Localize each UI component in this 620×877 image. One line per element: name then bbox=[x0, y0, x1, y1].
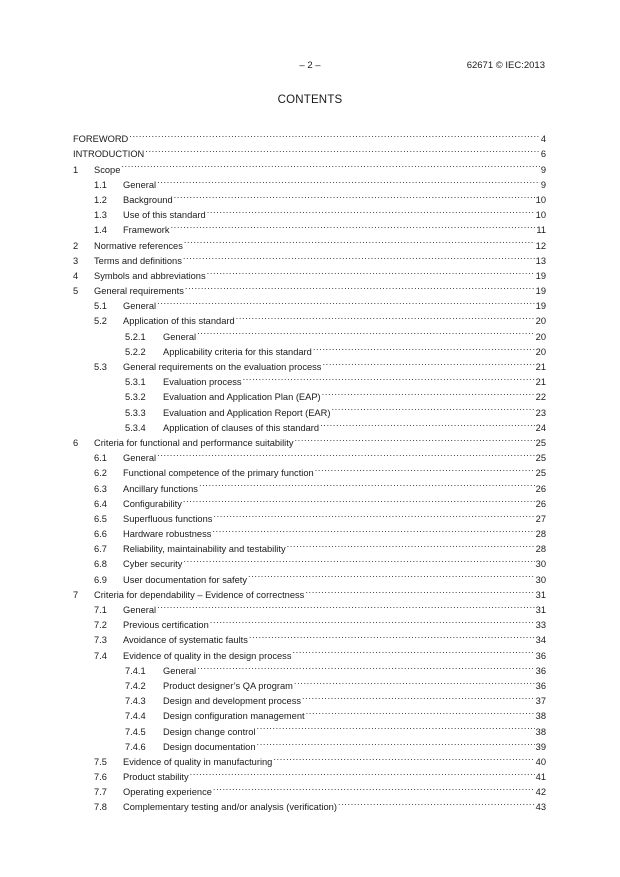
toc-entry-page: 28 bbox=[535, 544, 546, 555]
toc-entry[interactable] bbox=[73, 628, 546, 646]
toc-entry-number: 5.3.2 bbox=[125, 392, 146, 403]
toc-entry[interactable] bbox=[73, 583, 546, 598]
toc-dot-leader bbox=[197, 324, 535, 339]
toc-entry-page: 25 bbox=[535, 453, 546, 464]
toc-entry-number: 6.4 bbox=[94, 498, 107, 509]
toc-dot-leader bbox=[121, 157, 539, 172]
toc-entry-title: Design change control bbox=[163, 726, 256, 737]
toc-entry-title: Evidence of quality in the design process bbox=[123, 650, 292, 661]
toc-entry[interactable] bbox=[73, 795, 546, 813]
toc-entry-number: 6 bbox=[73, 437, 79, 448]
toc-dot-leader bbox=[157, 446, 535, 461]
document-reference: 62671 © IEC:2013 bbox=[466, 60, 545, 71]
toc-entry-title: Functional competence of the primary function bbox=[123, 468, 314, 479]
toc-entry-title: Evaluation and Application Report (EAR) bbox=[163, 407, 331, 418]
toc-entry-title: Application of clauses of this standard bbox=[163, 422, 320, 433]
toc-dot-leader bbox=[306, 704, 535, 719]
toc-entry-title: Superfluous functions bbox=[123, 513, 213, 524]
toc-entry-page: 26 bbox=[535, 498, 546, 509]
toc-dot-leader bbox=[257, 735, 535, 750]
toc-entry-number: 7.4.3 bbox=[125, 696, 146, 707]
contents-title: CONTENTS bbox=[277, 94, 343, 106]
toc-entry-page: 30 bbox=[535, 559, 546, 570]
toc-dot-leader bbox=[294, 674, 535, 689]
toc-entry-number: 6.6 bbox=[94, 529, 107, 540]
toc-dot-leader bbox=[243, 370, 535, 385]
toc-entry-page: 25 bbox=[535, 468, 546, 479]
toc-dot-leader bbox=[213, 507, 534, 522]
toc-dot-leader bbox=[249, 628, 535, 643]
toc-entry[interactable] bbox=[73, 188, 546, 203]
toc-dot-leader bbox=[331, 400, 534, 415]
toc-entry-number: 7.4 bbox=[94, 650, 107, 661]
toc-dot-leader bbox=[190, 765, 535, 780]
toc-entry[interactable] bbox=[73, 218, 546, 236]
toc-entry-number: 6.3 bbox=[94, 483, 107, 494]
toc-dot-leader bbox=[174, 188, 535, 203]
toc-entry-page: 20 bbox=[535, 316, 546, 327]
toc-entry-number: 7.7 bbox=[94, 787, 107, 798]
toc-entry[interactable] bbox=[73, 492, 546, 507]
toc-entry[interactable] bbox=[73, 294, 546, 312]
toc-entry-number: 5.1 bbox=[94, 301, 107, 312]
toc-dot-leader bbox=[207, 203, 535, 218]
toc-entry[interactable] bbox=[73, 750, 546, 765]
toc-entry[interactable] bbox=[73, 309, 546, 327]
toc-entry[interactable] bbox=[73, 157, 546, 175]
toc-entry-title: General requirements on the evaluation process bbox=[123, 362, 322, 372]
toc-entry[interactable] bbox=[73, 765, 546, 783]
toc-entry-title: User documentation for safety bbox=[123, 574, 248, 585]
toc-entry-page: 37 bbox=[535, 696, 546, 707]
toc-entry-number: 5.2.1 bbox=[125, 331, 146, 342]
toc-entry-title: Application of this standard bbox=[123, 316, 235, 327]
toc-dot-leader bbox=[212, 522, 534, 537]
toc-entry-number: 1.2 bbox=[94, 194, 107, 205]
toc-dot-leader bbox=[292, 643, 534, 658]
toc-entry-page: 36 bbox=[535, 650, 546, 661]
toc-entry-title: Scope bbox=[94, 164, 121, 175]
toc-entry-number: 1.3 bbox=[94, 210, 107, 221]
toc-dot-leader bbox=[197, 659, 535, 674]
toc-entry-title: Use of this standard bbox=[123, 210, 206, 221]
toc-entry[interactable] bbox=[73, 264, 546, 279]
toc-entry-page: 24 bbox=[535, 422, 546, 433]
toc-entry-title: General bbox=[123, 179, 157, 190]
toc-entry[interactable] bbox=[73, 400, 546, 418]
toc-entry-page: 20 bbox=[535, 331, 546, 342]
toc-entry-number: 6.7 bbox=[94, 544, 107, 555]
toc-entry-page: 31 bbox=[535, 605, 546, 615]
toc-entry[interactable] bbox=[73, 355, 546, 370]
toc-entry-number: 6.8 bbox=[94, 559, 107, 570]
toc-entry-page: 36 bbox=[535, 665, 546, 676]
toc-entry[interactable] bbox=[73, 567, 546, 585]
toc-entry-title: Terms and definitions bbox=[94, 255, 182, 266]
toc-entry[interactable] bbox=[73, 385, 546, 403]
toc-entry-number: 7.2 bbox=[94, 620, 107, 631]
toc-entry-number: 7 bbox=[73, 589, 79, 600]
toc-entry-number: 6.9 bbox=[94, 574, 107, 585]
toc-entry-title: Product designer’s QA program bbox=[163, 680, 293, 691]
toc-entry-page: 39 bbox=[535, 741, 546, 752]
toc-entry-title: General bbox=[123, 605, 157, 615]
toc-entry-page: 10 bbox=[535, 194, 546, 205]
toc-entry-page: 34 bbox=[535, 635, 546, 646]
toc-entry-page: 13 bbox=[535, 255, 546, 266]
toc-dot-leader bbox=[199, 476, 535, 491]
toc-dot-leader bbox=[129, 127, 540, 142]
toc-entry-title: Framework bbox=[123, 225, 170, 236]
toc-entry-page: 9 bbox=[540, 164, 546, 175]
toc-dot-leader bbox=[248, 567, 535, 582]
toc-dot-leader bbox=[315, 461, 535, 476]
toc-entry-page: 26 bbox=[535, 483, 546, 494]
toc-entry-number: 5.3.3 bbox=[125, 407, 146, 418]
toc-entry-title: Operating experience bbox=[123, 787, 212, 798]
page-header bbox=[0, 60, 620, 74]
toc-entry-page: 23 bbox=[535, 407, 546, 418]
toc-entry-title: General bbox=[163, 665, 197, 676]
toc-dot-leader bbox=[294, 431, 534, 446]
toc-entry-page: 21 bbox=[535, 377, 546, 388]
toc-entry-title: Criteria for functional and performance suitability bbox=[94, 437, 294, 448]
toc-entry[interactable] bbox=[73, 735, 546, 750]
toc-entry-title: Cyber security bbox=[123, 559, 183, 570]
toc-dot-leader bbox=[257, 719, 535, 734]
toc-entry[interactable] bbox=[73, 552, 546, 570]
table-of-contents bbox=[73, 127, 546, 813]
toc-dot-leader bbox=[302, 689, 535, 704]
page-number: – 2 – bbox=[299, 60, 321, 71]
toc-entry-title: Applicability criteria for this standard bbox=[163, 346, 312, 357]
toc-entry[interactable] bbox=[73, 127, 546, 145]
toc-entry-title: Ancillary functions bbox=[123, 483, 198, 494]
toc-entry-title: Evidence of quality in manufacturing bbox=[123, 756, 273, 767]
toc-entry-page: 41 bbox=[535, 772, 546, 783]
toc-entry-page: 12 bbox=[535, 240, 546, 251]
toc-entry-number: 5.3.1 bbox=[125, 377, 146, 388]
toc-entry-page: 19 bbox=[535, 301, 546, 312]
toc-dot-leader bbox=[213, 780, 535, 795]
toc-entry-page: 36 bbox=[535, 680, 546, 691]
toc-entry-title: Evaluation and Application Plan (EAP) bbox=[163, 392, 321, 403]
toc-entry-page: 30 bbox=[535, 574, 546, 585]
toc-dot-leader bbox=[236, 309, 535, 324]
toc-entry-title: General bbox=[123, 453, 157, 464]
toc-dot-leader bbox=[287, 537, 535, 552]
toc-dot-leader bbox=[207, 264, 535, 279]
toc-entry-page: 38 bbox=[535, 726, 546, 737]
toc-entry-page: 6 bbox=[540, 149, 546, 160]
toc-entry-page: 19 bbox=[535, 270, 546, 281]
toc-entry-number: 3 bbox=[73, 255, 79, 266]
toc-entry-number: 5.2 bbox=[94, 316, 107, 327]
toc-entry-page: 20 bbox=[535, 346, 546, 357]
toc-entry-title: Configurability bbox=[123, 498, 182, 509]
toc-entry-number: 2 bbox=[73, 240, 79, 251]
toc-entry-page: 40 bbox=[535, 756, 546, 767]
toc-entry-number: 5.3 bbox=[94, 362, 107, 372]
toc-entry-number: 7.5 bbox=[94, 756, 107, 767]
toc-entry-title: General bbox=[123, 301, 157, 312]
toc-entry-number: 7.4.5 bbox=[125, 726, 146, 737]
toc-entry-title: Product stability bbox=[123, 772, 189, 783]
toc-dot-leader bbox=[157, 294, 535, 309]
toc-entry-title: Design documentation bbox=[163, 741, 256, 752]
toc-entry-title: Criteria for dependability – Evidence of correctness bbox=[94, 589, 305, 600]
toc-entry-title: Evaluation process bbox=[163, 377, 242, 388]
toc-dot-leader bbox=[210, 613, 535, 628]
toc-entry-page: 25 bbox=[535, 437, 546, 448]
toc-entry-number: 6.5 bbox=[94, 513, 107, 524]
toc-entry[interactable] bbox=[73, 416, 546, 431]
toc-dot-leader bbox=[273, 750, 534, 765]
toc-entry-number: 4 bbox=[73, 270, 79, 281]
toc-entry-title: Previous certification bbox=[123, 620, 209, 631]
toc-entry-title: Design and development process bbox=[163, 696, 301, 707]
toc-entry[interactable] bbox=[73, 704, 546, 722]
toc-entry-number: 6.1 bbox=[94, 453, 107, 464]
toc-entry-title: INTRODUCTION bbox=[73, 149, 145, 160]
toc-entry-page: 33 bbox=[535, 620, 546, 631]
toc-entry-page: 21 bbox=[535, 362, 546, 372]
toc-entry-title: General bbox=[163, 331, 197, 342]
toc-entry[interactable] bbox=[73, 203, 546, 221]
toc-entry-title: Symbols and abbreviations bbox=[94, 270, 206, 281]
toc-entry[interactable] bbox=[73, 431, 546, 446]
toc-entry-page: 22 bbox=[535, 392, 546, 403]
toc-dot-leader bbox=[157, 173, 540, 188]
toc-entry-page: 28 bbox=[535, 529, 546, 540]
toc-entry[interactable] bbox=[73, 476, 546, 494]
toc-entry[interactable] bbox=[73, 659, 546, 674]
toc-entry-page: 11 bbox=[536, 225, 546, 236]
toc-entry-number: 7.1 bbox=[94, 605, 107, 615]
toc-dot-leader bbox=[338, 795, 535, 810]
toc-entry-number: 5.3.4 bbox=[125, 422, 146, 433]
toc-entry-title: Design configuration management bbox=[163, 711, 305, 722]
toc-entry-page: 38 bbox=[535, 711, 546, 722]
toc-entry[interactable] bbox=[73, 324, 546, 342]
toc-entry[interactable] bbox=[73, 598, 546, 613]
toc-entry-title: Avoidance of systematic faults bbox=[123, 635, 248, 646]
toc-entry-number: 6.2 bbox=[94, 468, 107, 479]
toc-dot-leader bbox=[313, 340, 535, 355]
toc-entry-page: 31 bbox=[535, 589, 546, 600]
toc-entry-number: 1 bbox=[73, 164, 79, 175]
toc-entry-number: 7.4.6 bbox=[125, 741, 146, 752]
toc-entry[interactable] bbox=[73, 173, 546, 188]
toc-entry[interactable] bbox=[73, 370, 546, 388]
toc-entry-page: 10 bbox=[535, 210, 546, 221]
toc-entry[interactable] bbox=[73, 249, 546, 264]
toc-entry-number: 1.1 bbox=[94, 179, 107, 190]
toc-dot-leader bbox=[185, 279, 535, 294]
toc-dot-leader bbox=[322, 385, 535, 400]
toc-dot-leader bbox=[184, 233, 535, 248]
toc-dot-leader bbox=[183, 492, 535, 507]
toc-entry[interactable] bbox=[73, 613, 546, 631]
toc-entry-title: Hardware robustness bbox=[123, 529, 212, 540]
toc-entry[interactable] bbox=[73, 689, 546, 707]
toc-entry-number: 7.4.1 bbox=[125, 665, 146, 676]
toc-entry-page: 4 bbox=[540, 134, 546, 145]
toc-dot-leader bbox=[183, 552, 534, 567]
toc-entry-page: 19 bbox=[535, 286, 546, 297]
toc-dot-leader bbox=[171, 218, 536, 233]
toc-entry-page: 27 bbox=[535, 513, 546, 524]
toc-entry-page: 42 bbox=[535, 787, 546, 798]
toc-entry[interactable] bbox=[73, 522, 546, 540]
toc-dot-leader bbox=[183, 249, 535, 264]
toc-entry-title: FOREWORD bbox=[73, 134, 129, 145]
toc-entry-title: Normative references bbox=[94, 240, 183, 251]
toc-entry-number: 5 bbox=[73, 286, 79, 297]
toc-entry[interactable] bbox=[73, 537, 546, 555]
toc-entry-page: 9 bbox=[540, 179, 546, 190]
toc-entry-number: 7.3 bbox=[94, 635, 107, 646]
toc-entry-title: General requirements bbox=[94, 286, 184, 297]
toc-entry-number: 7.4.2 bbox=[125, 680, 146, 691]
toc-entry-number: 7.6 bbox=[94, 772, 107, 783]
toc-dot-leader bbox=[322, 355, 534, 370]
toc-entry-page: 43 bbox=[535, 802, 546, 813]
toc-entry[interactable] bbox=[73, 142, 546, 160]
toc-entry[interactable] bbox=[73, 446, 546, 464]
toc-entry[interactable] bbox=[73, 780, 546, 798]
toc-entry[interactable] bbox=[73, 340, 546, 355]
toc-entry-title: Reliability, maintainability and testability bbox=[123, 544, 286, 555]
toc-dot-leader bbox=[157, 598, 535, 613]
toc-entry[interactable] bbox=[73, 233, 546, 251]
toc-entry[interactable] bbox=[73, 461, 546, 479]
toc-entry-number: 7.4.4 bbox=[125, 711, 146, 722]
toc-entry[interactable] bbox=[73, 643, 546, 661]
toc-dot-leader bbox=[320, 416, 535, 431]
toc-entry-number: 5.2.2 bbox=[125, 346, 146, 357]
toc-entry-number: 7.8 bbox=[94, 802, 107, 813]
toc-entry[interactable] bbox=[73, 507, 546, 522]
toc-entry-number: 1.4 bbox=[94, 225, 107, 236]
toc-entry[interactable] bbox=[73, 674, 546, 689]
toc-entry-title: Complementary testing and/or analysis (verification) bbox=[123, 802, 337, 813]
toc-dot-leader bbox=[145, 142, 540, 157]
toc-entry-title: Background bbox=[123, 194, 173, 205]
toc-entry[interactable] bbox=[73, 719, 546, 737]
toc-dot-leader bbox=[305, 583, 534, 598]
toc-entry[interactable] bbox=[73, 279, 546, 297]
